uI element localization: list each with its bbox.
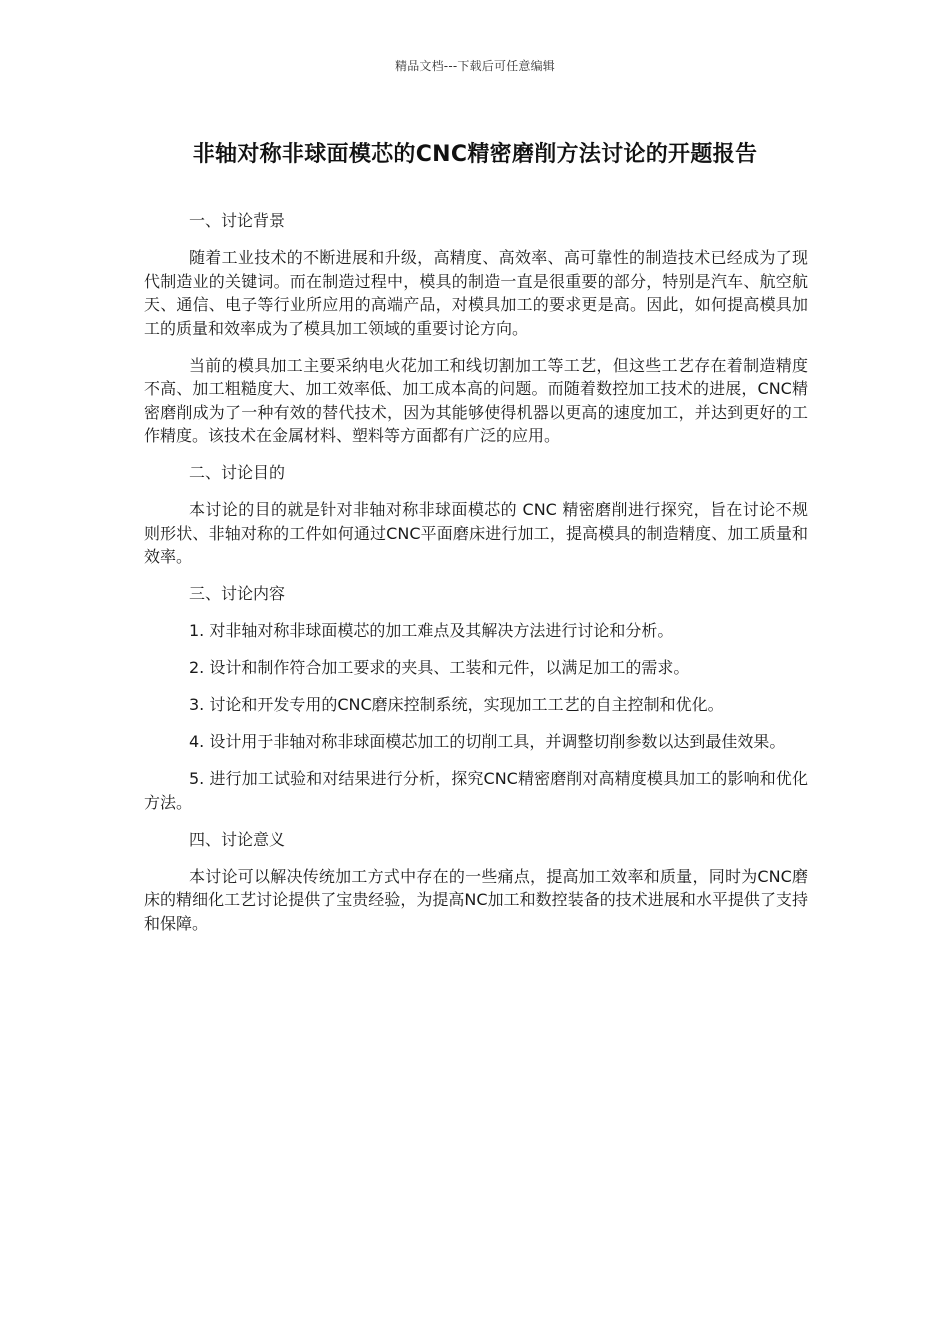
content-item-4: 4. 设计用于非轴对称非球面模芯加工的切削工具，并调整切削参数以达到最佳效果。: [189, 732, 786, 751]
background-paragraph-2: 当前的模具加工主要采纳电火花加工和线切割加工等工艺，但这些工艺存在着制造精度不高、加工粗糙度大、加工效率低、加工成本高的问题。而随着数控加工技术的进展，CNC精密磨削成为了一种有效的替代技术，因为其能够使得机器以更高的速度加工，并达到更好的工作精度。该技术在金属材料、塑料等方面都有广泛的应用。: [144, 355, 808, 445]
purpose-paragraph-1: 本讨论的目的就是针对非轴对称非球面模芯的 CNC 精密磨削进行探究，旨在讨论不规则形状、非轴对称的工件如何通过CNC平面磨床进行加工，提高模具的制造精度、加工质量和效率。: [144, 500, 808, 566]
section-heading-purpose: 二、讨论目的: [189, 463, 286, 482]
content-item-2: 2. 设计和制作符合加工要求的夹具、工装和元件，以满足加工的需求。: [189, 658, 690, 677]
content-item-3: 3. 讨论和开发专用的CNC磨床控制系统，实现加工工艺的自主控制和优化。: [189, 695, 724, 714]
content-item-1: 1. 对非轴对称非球面模芯的加工难点及其解决方法进行讨论和分析。: [189, 621, 674, 640]
section-heading-content: 三、讨论内容: [189, 584, 286, 603]
section-heading-significance: 四、讨论意义: [189, 829, 286, 849]
background-paragraph-1: 随着工业技术的不断进展和升级，高精度、高效率、高可靠性的制造技术已经成为了现代制造业的关键词。而在制造过程中，模具的制造一直是很重要的部分，特别是汽车、航空航天、通信、电子等行业所应用的高端产品，对模具加工的要求更是高。因此，如何提高模具加工的质量和效率成为了模具加工领域的重要讨论方向。: [144, 248, 808, 338]
content-item-5: 5. 进行加工试验和对结果进行分析，探究CNC精密磨削对高精度模具加工的影响和优化方法。: [144, 769, 808, 812]
section-heading-background: 一、讨论背景: [189, 211, 286, 230]
document-title: 非轴对称非球面模芯的CNC精密磨削方法讨论的开题报告: [192, 142, 758, 167]
header-note: 精品文档---下载后可任意编辑: [395, 59, 555, 73]
document-body: [144, 209, 808, 949]
significance-paragraph-1: 本讨论可以解决传统加工方式中存在的一些痛点，提高加工效率和质量，同时为CNC磨床的精细化工艺讨论提供了宝贵经验，为提高NC加工和数控装备的技术进展和水平提供了支持和保障。: [144, 866, 808, 933]
